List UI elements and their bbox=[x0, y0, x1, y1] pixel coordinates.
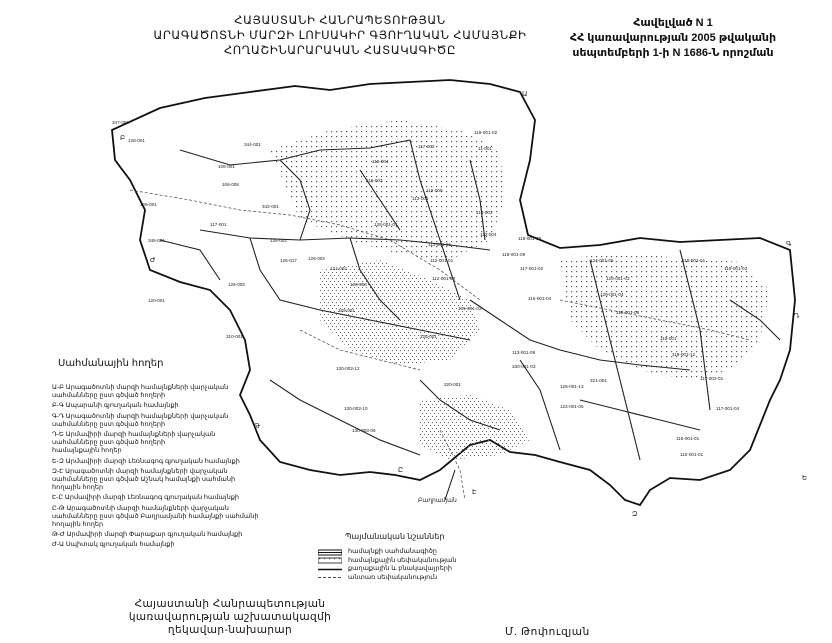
parcel-label: 310-001 bbox=[226, 334, 243, 339]
parcel-label: 113-001 bbox=[412, 196, 429, 201]
legend-list bbox=[52, 384, 302, 552]
map-letter-1: Ա bbox=[522, 91, 528, 98]
parcel-label: 126-003 bbox=[228, 282, 245, 287]
parcel-label: 116-001-01 bbox=[676, 436, 700, 441]
legend-item bbox=[52, 494, 302, 502]
legend-text: Արագածոտնի մարզի համայնքների վարչական սահմանները ըստ գծված Աշնակ համայնքի սահմանի հողային հողեր bbox=[52, 467, 236, 492]
parcel-label: 112-001-01 bbox=[430, 258, 454, 263]
legend-item bbox=[52, 384, 302, 400]
parcel-label: 112-001-02 bbox=[432, 276, 456, 281]
parcel-label: 113-002 bbox=[476, 210, 493, 215]
legend-code: Բ-Գ bbox=[52, 402, 64, 410]
parcel-label: 121-002 bbox=[330, 266, 347, 271]
parcel-label: 128-001 bbox=[128, 138, 145, 143]
legend-text: Սպիտակ գյուղական համայնքի bbox=[65, 541, 175, 549]
legend-item bbox=[52, 413, 302, 429]
legend-item bbox=[52, 505, 302, 530]
map-letter-10: Ժ bbox=[150, 257, 156, 264]
map-letter-6: Զ bbox=[632, 511, 638, 518]
convention-item bbox=[318, 565, 457, 574]
footer-line-3: ղեկավար-նախարար bbox=[167, 624, 293, 636]
legend-code: Ը-Թ bbox=[52, 504, 65, 512]
footer-line-2: կառավարության աշխատակազմի bbox=[128, 611, 332, 623]
parcel-label: 130-003-12 bbox=[336, 366, 360, 371]
parcel-label: 119-001-03 bbox=[724, 266, 748, 271]
parcel-label: 116-001-04 bbox=[528, 296, 552, 301]
parcel-label: 344-001 bbox=[244, 142, 261, 147]
legend-text: Արմավիրի մարզի համայնքների վարչական սահմանները ըստ գծված հողերի համայնքային հողեր bbox=[52, 431, 216, 455]
parcel-label: 113-001-08 bbox=[512, 350, 536, 355]
parcel-label: 117-002 bbox=[418, 144, 435, 149]
parcel-label: 118-009 bbox=[426, 188, 443, 193]
parcel-label: 119-001-12 bbox=[672, 352, 696, 357]
legend-text: Արմավիրի մարզի Փարաքար գյուղական համայնքի bbox=[66, 531, 243, 539]
parcel-label: 116-003 bbox=[366, 178, 383, 183]
legend-text: Արագածոտնի մարզի համայնքների վարչական սահմանները ըստ գծված հողերի bbox=[52, 412, 229, 428]
parcel-label: 321-001 bbox=[590, 378, 607, 383]
convention-item bbox=[318, 557, 457, 566]
community-property-symbol bbox=[318, 557, 342, 564]
parcel-label: 118-001-09 bbox=[502, 252, 526, 257]
parcel-label: 106-001 bbox=[218, 164, 235, 169]
legend-title: Սահմանային հողեր bbox=[58, 358, 164, 369]
parcel-label: 347-001 bbox=[112, 120, 129, 125]
legend-text: Արագածոտնի մարզի համայնքների վարչական սահմանները ըստ գծված հողերի bbox=[52, 384, 229, 400]
convention-label: համայնքի սահմանագիծը bbox=[348, 548, 437, 555]
parcel-label: 124-001-05 bbox=[590, 258, 614, 263]
conventions-title: Պայմանական նշաններ bbox=[345, 532, 445, 541]
title-line-1: ՀԱՅԱՍՏԱՆԻ ՀԱՆՐԱՊԵՏՈՒԹՅԱՆ bbox=[234, 15, 446, 27]
annex-line-1: Հավելված N 1 bbox=[633, 17, 713, 29]
legend-item bbox=[52, 531, 302, 539]
map-letter-8: Ը bbox=[398, 467, 404, 474]
legend-item bbox=[52, 541, 302, 549]
map-letter-2: Բ bbox=[120, 135, 126, 142]
map-letter-4: Դ bbox=[794, 313, 800, 320]
parcel-label: 126-002 bbox=[270, 238, 287, 243]
parcel-label: 342-001 bbox=[262, 204, 279, 209]
signature-name: Մ. Թոփուզյան bbox=[505, 626, 590, 638]
parcel-label: 116-004 bbox=[372, 159, 389, 164]
road-to-place bbox=[445, 470, 455, 500]
parcel-label: 120-003 bbox=[350, 282, 367, 287]
legend-item bbox=[52, 458, 302, 466]
convention-label: համայնքային սեփականության bbox=[348, 556, 457, 564]
legend-code: Զ-Է bbox=[52, 467, 64, 475]
annex-line-2: ՀՀ կառավարության 2005 թվականի bbox=[569, 32, 777, 44]
legend-code: Թ-Ժ bbox=[52, 531, 65, 539]
map-letter-3: Գ bbox=[786, 241, 792, 248]
parcel-label: 346-001 bbox=[148, 238, 165, 243]
map-letter-9: Թ bbox=[254, 423, 261, 430]
parcel-label: 117-002-01 bbox=[700, 376, 724, 381]
parcel-label: 11-001 bbox=[478, 146, 492, 151]
map-letter-5: Ե bbox=[802, 475, 808, 482]
parcel-label: 118-001-02 bbox=[474, 130, 498, 135]
legend-text: Ապարանի գյուղական համայնքի bbox=[65, 402, 179, 410]
legend-code: Ժ-Ա bbox=[52, 541, 65, 549]
place-label: Բաղրամյան bbox=[418, 498, 457, 504]
parcel-label: 117-001 bbox=[210, 222, 227, 227]
title-line-3: ՀՈՂԱՇԻՆԱՐԱՐԱԿԱՆ ՀԱՏԱԿԱԳԻԾԸ bbox=[223, 45, 457, 57]
stippled-area-south bbox=[420, 395, 530, 460]
boundary-symbol bbox=[318, 549, 342, 556]
parcel-label: 118-001-08 bbox=[616, 310, 640, 315]
parcel-label: 128-001-01 bbox=[374, 222, 398, 227]
convention-label: քաղաքային և բնակավայրերի bbox=[348, 565, 452, 572]
legend-text: Արագածոտնի մարզի համայնքների վարչական սահմանները ըստ գծված Բաղրամյանի համայնքի սահմանի հողային հողեր bbox=[52, 504, 259, 529]
forest-symbol bbox=[318, 574, 342, 581]
parcel-label: 129-001-04 bbox=[600, 292, 624, 297]
parcel-label: 126-001 bbox=[140, 202, 157, 207]
parcel-label: 130-003-06 bbox=[352, 428, 376, 433]
parcel-label: 129-001-03 bbox=[606, 276, 630, 281]
convention-item bbox=[318, 574, 457, 583]
parcel-label: 130-003-10 bbox=[344, 406, 368, 411]
legend-text: Արմավիրի մարզի Լեռնագոգ գյուղական համայնքի bbox=[65, 457, 240, 465]
legend-code: Է-Ը bbox=[52, 494, 64, 502]
parcel-label: 120-001 bbox=[148, 298, 165, 303]
legend-code: Ա-Բ bbox=[52, 384, 64, 391]
parcel-label: 110-001-01 bbox=[680, 452, 704, 457]
legend-item bbox=[52, 468, 302, 493]
stippled-area-east bbox=[560, 252, 770, 380]
legend-text: Արմավիրի մարզի Լեռնագոգ գյուղական համայնքի bbox=[64, 494, 239, 502]
map-letter-7: Է bbox=[472, 489, 477, 496]
parcel-label: 126-001-13 bbox=[560, 384, 584, 389]
convention-item bbox=[318, 548, 457, 557]
parcel-label: 113-001-01 bbox=[428, 242, 452, 247]
conventions-list bbox=[318, 548, 457, 582]
parcel-label: 113-004 bbox=[480, 232, 497, 237]
parcel-label: 118-001-01 bbox=[682, 258, 706, 263]
legend-item bbox=[52, 402, 302, 410]
parcel-label: 117-001-04 bbox=[716, 406, 740, 411]
parcel-label: 126-017 bbox=[280, 258, 297, 263]
parcel-label: 119-001 bbox=[660, 336, 677, 341]
settlement-symbol bbox=[318, 566, 342, 573]
parcel-label: 117-001-02 bbox=[520, 266, 544, 271]
legend-item bbox=[52, 431, 302, 456]
parcel-label: 126-004 bbox=[308, 256, 325, 261]
parcel-label: 320-001 bbox=[444, 382, 461, 387]
legend-code: Ե-Զ bbox=[52, 457, 64, 465]
footer-line-1: Հայաստանի Հանրապետության bbox=[134, 598, 326, 610]
parcel-label: 330-001-03 bbox=[512, 364, 536, 369]
parcel-label: 105-001-03 bbox=[458, 306, 482, 311]
title-line-2: ԱՐԱԳԱԾՈՏՆԻ ՄԱՐԶԻ ԼՈՒՍԱԿԻՐ ԳՅՈՒՂԱԿԱՆ ՀԱՄԱՅՆՔԻ bbox=[153, 30, 527, 42]
legend-code: Գ-Դ bbox=[52, 412, 64, 420]
parcel-label: 124-001-05 bbox=[560, 404, 584, 409]
parcel-label: 118-001-03 bbox=[518, 236, 542, 241]
convention-label: անտառ սեփականություն bbox=[348, 573, 438, 581]
footer-signatory bbox=[110, 598, 350, 637]
legend-code: Դ-Ե bbox=[52, 431, 64, 439]
parcel-label: 106-008 bbox=[222, 182, 239, 187]
annex-line-3: սեպտեմբերի 1-ի N 1686-Ն որոշման bbox=[572, 47, 774, 59]
parcel-label: 329-001 bbox=[338, 308, 355, 313]
parcel-label: 125-001 bbox=[420, 334, 437, 339]
